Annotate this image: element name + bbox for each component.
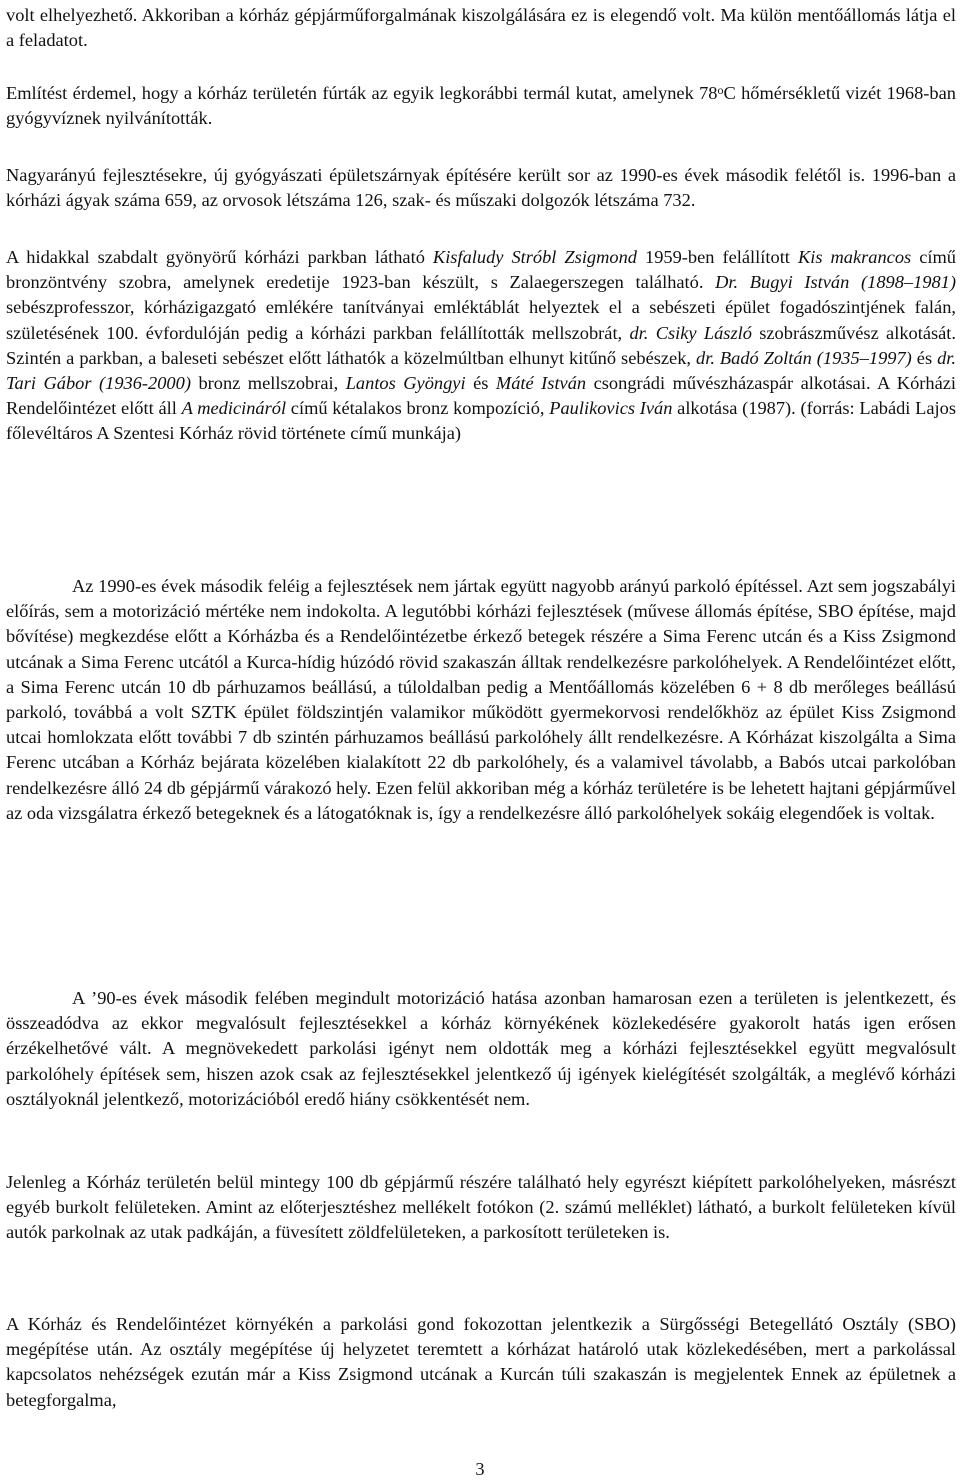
paragraph-p6 bbox=[6, 1170, 956, 1246]
text-run: A ’90-es évek második felében megindult motorizáció hatása azonban hamarosan ezen a területen is jelentkezett, és összeadódva az ekkor megvalósult fejlesztésekkel a kórház környékének közlekedésére gyakorolt hatás igen erősen érzékelhetővé vált. A megnövekedett parkolási igényt nem oldották meg a kórházi fejlesztésekkel együtt megvalósult parkolóhely építések sem, hiszen azok csak az fejlesztésekkel jelentkező új igények kielégítését szolgálták, a meglévő kórházi osztályoknál jelentkező, motorizációból eredő hiány csökkentését nem. bbox=[6, 988, 956, 1109]
italic-run: dr. Badó Zoltán (1935–1997) bbox=[696, 347, 912, 368]
text-run: és bbox=[465, 373, 496, 394]
text-run: című kétalakos bronz kompozíció, bbox=[286, 398, 550, 419]
text-run: volt elhelyezhető. Akkoriban a kórház gépjárműforgalmának kiszolgálására ez is elegendő volt. Ma külön mentőállomás látja el a feladatot. bbox=[6, 5, 956, 51]
italic-run: A medicináról bbox=[181, 398, 287, 419]
page-number: 3 bbox=[475, 1459, 485, 1479]
italic-run: Lantos Gyöngyi bbox=[345, 373, 466, 394]
text-run: Jelenleg a Kórház területén belül mintegy 100 db gépjármű részére található hely egyrészt kiépített parkolóhelyeken, másrészt egyéb burkolt felületeken. Amint az előterjesztéshez mellékelt fotókon (2. számú melléklet) látható, a burkolt felületeken kívül autók parkolnak az utak padkáján, a füvesített zöldfelületeken, a parkosított területeken is. bbox=[6, 1172, 956, 1243]
text-run: C hőmérsékletű vizét 1968-ban gyógyvíznek nyilvánították. bbox=[6, 83, 956, 129]
paragraph-p0 bbox=[6, 3, 956, 53]
italic-run: dr. Csiky László bbox=[629, 322, 752, 343]
paragraph-p7 bbox=[6, 1312, 956, 1413]
text-run: A hidakkal szabdalt gyönyörű kórházi parkban látható bbox=[6, 247, 433, 267]
paragraph-p1 bbox=[6, 81, 956, 131]
text-run: alkotása (1987). (forrás: Labádi Lajos főlevéltáros A Szentesi Kórház rövid története című munkája) bbox=[6, 398, 956, 444]
text-run: szobrászművész alkotását. Szintén a parkban, a baleseti sebészet előtt láthatók a közelmúltban elhunyt kitűnő sebészek, bbox=[6, 322, 957, 368]
paragraph-p2 bbox=[6, 163, 956, 213]
italic-run: Kis makrancos bbox=[797, 247, 912, 267]
text-run: Nagyarányú fejlesztésekre, új gyógyászati épületszárnyak építésére került sor az 1990-es évek második felétől is. 1996-ban a kórházi ágyak száma 659, az orvosok létszáma 126, szak- és műszaki dolgozók létszáma 732. bbox=[6, 165, 956, 211]
text-run: csongrádi művészházaspár alkotásai. A Kórházi Rendelőintézet előtt áll bbox=[6, 373, 957, 419]
text-run: 1959-ben felállított bbox=[637, 247, 798, 267]
italic-run: Paulikovics Iván bbox=[549, 398, 673, 419]
text-run: A Kórház és Rendelőintézet környékén a parkolási gond fokozottan jelentkezik a Sürgősségi Betegellátó Osztály (SBO) megépítése után. Az osztály megépítése új helyzetet teremtett a kórházat határoló utak közlekedésében, mert a parkolással kapcsolatos nehézségek ezután már a Kiss Zsigmond utcának a Kurcán túli szakaszán is megjelentek Ennek az épületnek a betegforgalma, bbox=[6, 1314, 956, 1410]
italic-run: Kisfaludy Stróbl Zsigmond bbox=[432, 247, 637, 267]
paragraph-p3 bbox=[6, 245, 956, 447]
text-run: Az 1990-es évek második feléig a fejlesztések nem jártak együtt nagyobb arányú parkoló építéssel. Azt sem jogszabályi előírás, sem a motorizáció mértéke nem indokolta. A legutóbbi kórházi fejlesztések (művese állomás építése, SBO építése, majd bővítése) megkezdése előtt a Kórházba és a Rendelőintézetbe érkező betegek részére a Sima Ferenc utcán és a Kiss Zsigmond utcának a Sima Ferenc utcától a Kurca-hídig húzódó rövid szakaszán álltak rendelkezésre parkolóhelyek. A Rendelőintézet előtt, a Sima Ferenc utcán 10 db párhuzamos beállású, a túloldalban pedig a Mentőállomás közelében 6 + 8 db merőleges beállású parkoló, továbbá a volt SZTK épület földszintjén valamikor működött gyermekorvosi rendelőkhöz az épület Kiss Zsigmond utcai homlokzata előtt további 7 db szintén párhuzamos beállású parkolóhely állt rendelkezésre. A Kórházat kiszolgálta a Sima Ferenc utcában a Kórház bejárata közelében kialakított 22 db parkolóhely, és a valamivel távolabb, a Babós utcai parkolóban rendelkezésre álló 24 db gépjármű várakozó hely. Ezen felül akkoriban még a kórház területére is be lehetett hajtani gépjárművel az oda vizsgálatra érkező betegeknek és a látogatóknak is, így a rendelkezésre álló parkolóhelyek sokáig elegendőek is voltak. bbox=[6, 576, 956, 823]
superscript-run: o bbox=[717, 83, 724, 97]
paragraph-p5 bbox=[6, 986, 956, 1112]
text-run: bronz mellszobrai, bbox=[190, 373, 346, 394]
italic-run: Máté István bbox=[495, 373, 587, 394]
text-run: című bronzöntvény szobra, amelynek eredetije 1923-ban készült, s Zalaegerszegen található. bbox=[6, 247, 956, 293]
italic-run: Dr. Bugyi István (1898–1981) bbox=[715, 272, 957, 293]
text-run: és bbox=[911, 347, 938, 368]
text-run: sebészprofesszor, kórházigazgató emlékére tanítványai emléktáblát helyeztek el a sebészeti épület fogadószintjének falán, születésének 100. évfordulóján pedig a kórházi parkban felállították mellszobrát, bbox=[6, 297, 956, 343]
paragraph-p4 bbox=[6, 574, 956, 826]
text-run: Említést érdemel, hogy a kórház területén fúrták az egyik legkorábbi termál kutat, amelynek 78 bbox=[6, 83, 718, 103]
italic-run: dr. Tari Gábor (1936-2000) bbox=[6, 347, 957, 394]
